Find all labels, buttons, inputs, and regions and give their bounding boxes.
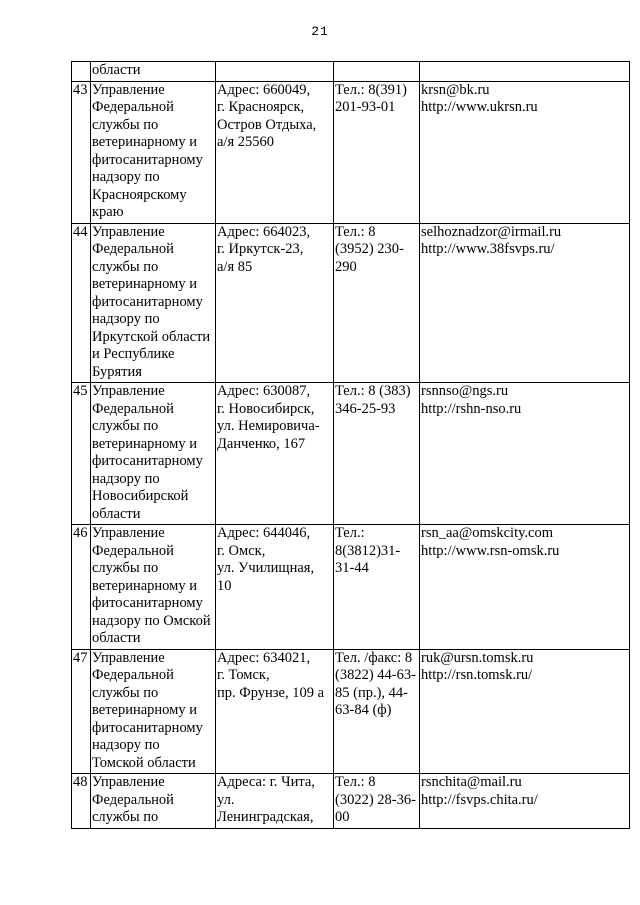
organization-name-line: надзору по (92, 470, 160, 487)
organization-contacts-line[interactable]: http://fsvps.chita.ru/ (421, 791, 538, 808)
organization-name-line: надзору по (92, 737, 160, 753)
table-row (72, 525, 630, 650)
row-number-cell (72, 383, 91, 525)
organization-name-line: Федеральной (92, 99, 174, 115)
table-row (72, 223, 630, 383)
organization-phone-line: 8(3812)31- (335, 542, 401, 559)
organization-phone-line: 00 (335, 809, 350, 825)
organization-name-line: службы по (92, 684, 159, 701)
row-number: 45 (73, 383, 88, 399)
organization-phone-line: 31-44 (335, 560, 369, 576)
organization-name-line: фитосанитарному (92, 595, 203, 611)
organization-address-line: Адрес: 630087, (217, 383, 311, 399)
organization-address-line: Адрес: 664023, (217, 223, 311, 240)
organization-address-line: а/я 25560 (217, 134, 275, 150)
organization-name-line: фитосанитарному (92, 719, 203, 736)
row-number: 46 (73, 525, 88, 541)
organization-contacts-cell (420, 383, 630, 525)
organization-name-line: фитосанитарному (92, 151, 203, 168)
organization-name-line: Управление (92, 383, 165, 399)
row-number: 44 (73, 223, 88, 240)
organization-address-line: г. Иркутск-23, (217, 241, 304, 257)
organization-contacts-line[interactable]: http://rshn-nso.ru (421, 400, 522, 417)
organization-name-line: ветеринарному и (92, 134, 197, 150)
organization-phone-line: Тел.: (335, 525, 365, 541)
organization-name-line: Федеральной (92, 542, 174, 559)
organization-address-line: ул. Училищная, (217, 560, 315, 576)
organization-address-line: г. Новосибирск, (217, 400, 315, 417)
organization-name-line: надзору по (92, 311, 160, 327)
organization-contacts-cell (420, 62, 630, 82)
organization-name-line: области (92, 505, 141, 522)
organization-phone-cell (334, 649, 420, 774)
organization-phone-line: Тел.: 8 (335, 223, 376, 240)
organization-name-line: Томской области (92, 754, 196, 771)
organization-name-line: Федеральной (92, 241, 174, 257)
organization-phone-line: Тел.: 8 (335, 774, 376, 790)
organization-name-line: Федеральной (92, 400, 174, 417)
organization-name-cell (91, 223, 216, 383)
organization-name-line: краю (92, 204, 124, 220)
organizations-table (71, 61, 630, 829)
organization-name-line: ветеринарному и (92, 276, 197, 292)
organization-name-line: Новосибирской (92, 488, 189, 504)
organization-phone-cell (334, 525, 420, 650)
organization-name-line: ветеринарному и (92, 435, 197, 452)
organization-name-line: ветеринарному и (92, 702, 197, 718)
organization-name-line: фитосанитарному (92, 293, 203, 310)
table-body (72, 62, 630, 829)
organization-name-line: надзору по Омской (92, 612, 211, 629)
organization-address-line: Адрес: 660049, (217, 81, 311, 98)
page-number: 21 (311, 24, 329, 39)
organization-contacts-cell (420, 81, 630, 223)
organization-address-cell (216, 62, 334, 82)
organization-contacts-line[interactable]: selhoznadzor@irmail.ru (421, 223, 562, 240)
organization-contacts-line[interactable]: rsnchita@mail.ru (421, 774, 522, 790)
row-number-cell (72, 774, 91, 829)
organization-phone-line: Тел.: 8(391) (335, 81, 407, 98)
organization-name-line: ветеринарному и (92, 577, 197, 594)
row-number-cell (72, 223, 91, 383)
organization-phone-line: 201-93-01 (335, 99, 396, 115)
row-number-cell (72, 649, 91, 774)
organization-phone-cell (334, 223, 420, 383)
organization-name-line: Федеральной (92, 791, 174, 808)
row-number: 43 (73, 81, 88, 98)
organization-contacts-line[interactable]: ruk@ursn.tomsk.ru (421, 649, 534, 666)
organization-name-line: области (92, 630, 141, 646)
organization-address-cell (216, 81, 334, 223)
organization-phone-line: 346-25-93 (335, 400, 396, 417)
organization-address-line: Данченко, 167 (217, 435, 306, 452)
organization-name-line: и Республике (92, 346, 175, 362)
organization-name-line: службы по (92, 560, 159, 576)
organization-phone-cell (334, 62, 420, 82)
row-number-cell (72, 81, 91, 223)
organization-name-line: Управление (92, 774, 165, 790)
organization-contacts-line[interactable]: krsn@bk.ru (421, 81, 490, 98)
organization-name-cell (91, 649, 216, 774)
organization-name-cell (91, 525, 216, 650)
organization-phone-line: (3022) 28-36- (335, 791, 416, 808)
organization-name-cell (91, 62, 216, 82)
organization-name-line: Управление (92, 81, 165, 98)
table-row (72, 62, 630, 82)
organization-name-cell (91, 81, 216, 223)
organization-address-line: Остров Отдыха, (217, 116, 317, 133)
organization-address-cell (216, 649, 334, 774)
organization-name-line: фитосанитарному (92, 453, 203, 469)
organization-address-line: г. Омск, (217, 542, 266, 559)
organization-name-line: Управление (92, 525, 165, 541)
organization-phone-line: Тел.: 8 (383) (335, 383, 411, 399)
organization-name-line: области (92, 62, 141, 78)
organization-contacts-cell (420, 774, 630, 829)
organization-address-line: Адреса: г. Чита, (217, 774, 315, 790)
organization-address-line: Адрес: 644046, (217, 525, 311, 541)
row-number: 48 (73, 774, 88, 790)
organization-contacts-line[interactable]: http://www.ukrsn.ru (421, 99, 538, 115)
table-row (72, 649, 630, 774)
row-number: 47 (73, 649, 88, 666)
organization-name-line: Управление (92, 223, 165, 240)
table-row (72, 383, 630, 525)
organization-name-line: службы по (92, 258, 159, 275)
row-number-cell (72, 525, 91, 650)
organization-name-line: Бурятия (92, 363, 142, 380)
organization-address-cell (216, 223, 334, 383)
organization-phone-cell (334, 81, 420, 223)
organization-address-line: а/я 85 (217, 258, 253, 275)
organization-address-cell (216, 525, 334, 650)
organization-name-line: надзору по (92, 169, 160, 185)
table-row (72, 81, 630, 223)
organization-contacts-line[interactable]: http://www.38fsvps.ru/ (421, 241, 555, 257)
organization-phone-line: 63-84 (ф) (335, 702, 392, 718)
organization-name-cell (91, 383, 216, 525)
organization-address-line: Ленинградская, (217, 809, 314, 825)
table-row (72, 774, 630, 829)
organization-address-line: г. Томск, (217, 667, 270, 683)
organization-address-line: ул. Немировича- (217, 418, 320, 434)
organization-address-line: Адрес: 634021, (217, 649, 311, 666)
organization-name-line: службы по (92, 418, 159, 434)
organization-contacts-cell (420, 223, 630, 383)
organization-contacts-line[interactable]: rsn_aa@omskcity.com (421, 525, 554, 541)
row-number-cell (72, 62, 91, 82)
organization-phone-line: (3952) 230- (335, 241, 404, 257)
organization-name-line: Федеральной (92, 667, 174, 683)
organization-phone-line: 290 (335, 258, 357, 275)
organization-name-line: Красноярскому (92, 186, 187, 203)
organization-name-line: Управление (92, 649, 165, 666)
organization-phone-line: (3822) 44-63- (335, 667, 416, 683)
organization-address-line: 10 (217, 577, 232, 594)
organization-phone-cell (334, 774, 420, 829)
organization-name-line: службы по (92, 116, 159, 133)
organization-address-line: пр. Фрунзе, 109 а (217, 684, 325, 701)
organization-name-cell (91, 774, 216, 829)
organization-address-line: г. Красноярск, (217, 99, 305, 115)
organization-name-line: Иркутской области (92, 328, 211, 345)
organization-address-line: ул. (217, 791, 235, 808)
organization-contacts-line[interactable]: http://rsn.tomsk.ru/ (421, 667, 533, 683)
organization-contacts-line[interactable]: rsnnso@ngs.ru (421, 383, 509, 399)
organization-phone-line: 85 (пр.), 44- (335, 684, 408, 701)
organization-address-cell (216, 774, 334, 829)
organization-address-cell (216, 383, 334, 525)
organization-contacts-cell (420, 525, 630, 650)
organization-contacts-line[interactable]: http://www.rsn-omsk.ru (421, 542, 560, 559)
organization-phone-line: Тел. /факс: 8 (335, 649, 413, 666)
organization-name-line: службы по (92, 809, 159, 825)
organization-phone-cell (334, 383, 420, 525)
organization-contacts-cell (420, 649, 630, 774)
